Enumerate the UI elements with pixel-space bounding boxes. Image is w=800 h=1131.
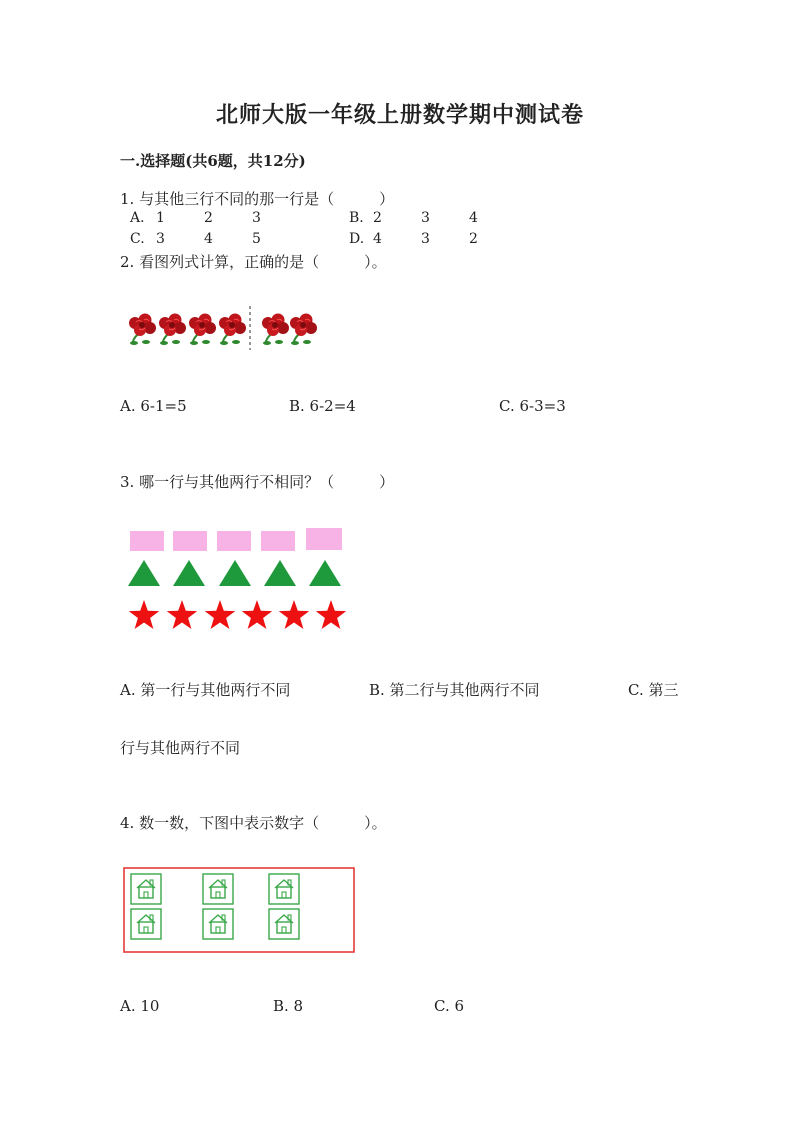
house-icon [131,909,161,939]
option-number: 3 [252,210,261,226]
option-number: 3 [156,231,165,247]
option-number: 4 [469,210,478,226]
option-letter: B. [349,210,364,226]
red-star [129,600,159,629]
q3-option-a[interactable]: A. 第一行与其他两行不同 [120,681,291,699]
q3-option-b[interactable]: B. 第二行与其他两行不同 [369,681,540,699]
section-heading: 一.选择题(共6题，共12分) [120,152,306,170]
question-2-text: 2. 看图列式计算，正确的是（ ）。 [120,253,387,271]
green-triangle [309,560,341,586]
question-4-text: 4. 数一数，下图中表示数字（ ）。 [120,814,387,832]
pink-rectangle [306,528,342,550]
question-3-text: 3. 哪一行与其他两行不相同？（ ） [120,473,395,491]
red-star [242,600,272,629]
q4-option-c[interactable]: C. 6 [434,997,465,1015]
rose-icon [159,314,186,346]
option-number: 2 [373,210,382,226]
green-triangle [264,560,296,586]
house-icon [203,909,233,939]
option-number: 2 [204,210,213,226]
q2-option-b[interactable]: B. 6-2=4 [289,397,356,415]
red-star [205,600,235,629]
house-icon [269,874,299,904]
green-triangle [173,560,205,586]
red-star [279,600,309,629]
question-1-text: 1. 与其他三行不同的那一行是（ ） [120,190,395,208]
page-title: 北师大版一年级上册数学期中测试卷 [215,102,584,128]
green-triangle [128,560,160,586]
pink-rectangle [261,531,295,551]
q2-option-c[interactable]: C. 6-3=3 [499,397,566,415]
roses-image [120,302,328,354]
option-number: 5 [252,231,261,247]
option-letter: A. [130,210,145,226]
shapes-image [124,524,350,636]
q4-option-a[interactable]: A. 10 [120,997,160,1015]
pink-rectangle [130,531,164,551]
rose-icon [189,314,216,346]
green-triangle [219,560,251,586]
option-letter: D. [349,231,365,247]
option-number: 2 [469,231,478,247]
q3-option-c[interactable]: C. 第三 [628,681,679,699]
pink-rectangle [217,531,251,551]
q3-option-c-continued: 行与其他两行不同 [120,739,241,757]
pink-rectangle [173,531,207,551]
rose-icon [129,314,156,346]
q4-option-b[interactable]: B. 8 [273,997,304,1015]
rose-icon [262,314,289,346]
red-star [167,600,197,629]
q2-option-a[interactable]: A. 6-1=5 [120,397,187,415]
option-letter: C. [130,231,145,247]
rose-icon [219,314,246,346]
option-number: 3 [421,231,430,247]
option-number: 1 [156,210,165,226]
option-number: 4 [204,231,213,247]
house-icon [203,874,233,904]
rose-icon [290,314,317,346]
option-number: 3 [421,210,430,226]
red-star [316,600,346,629]
houses-image [122,866,356,954]
option-number: 4 [373,231,382,247]
house-icon [131,874,161,904]
house-icon [269,909,299,939]
